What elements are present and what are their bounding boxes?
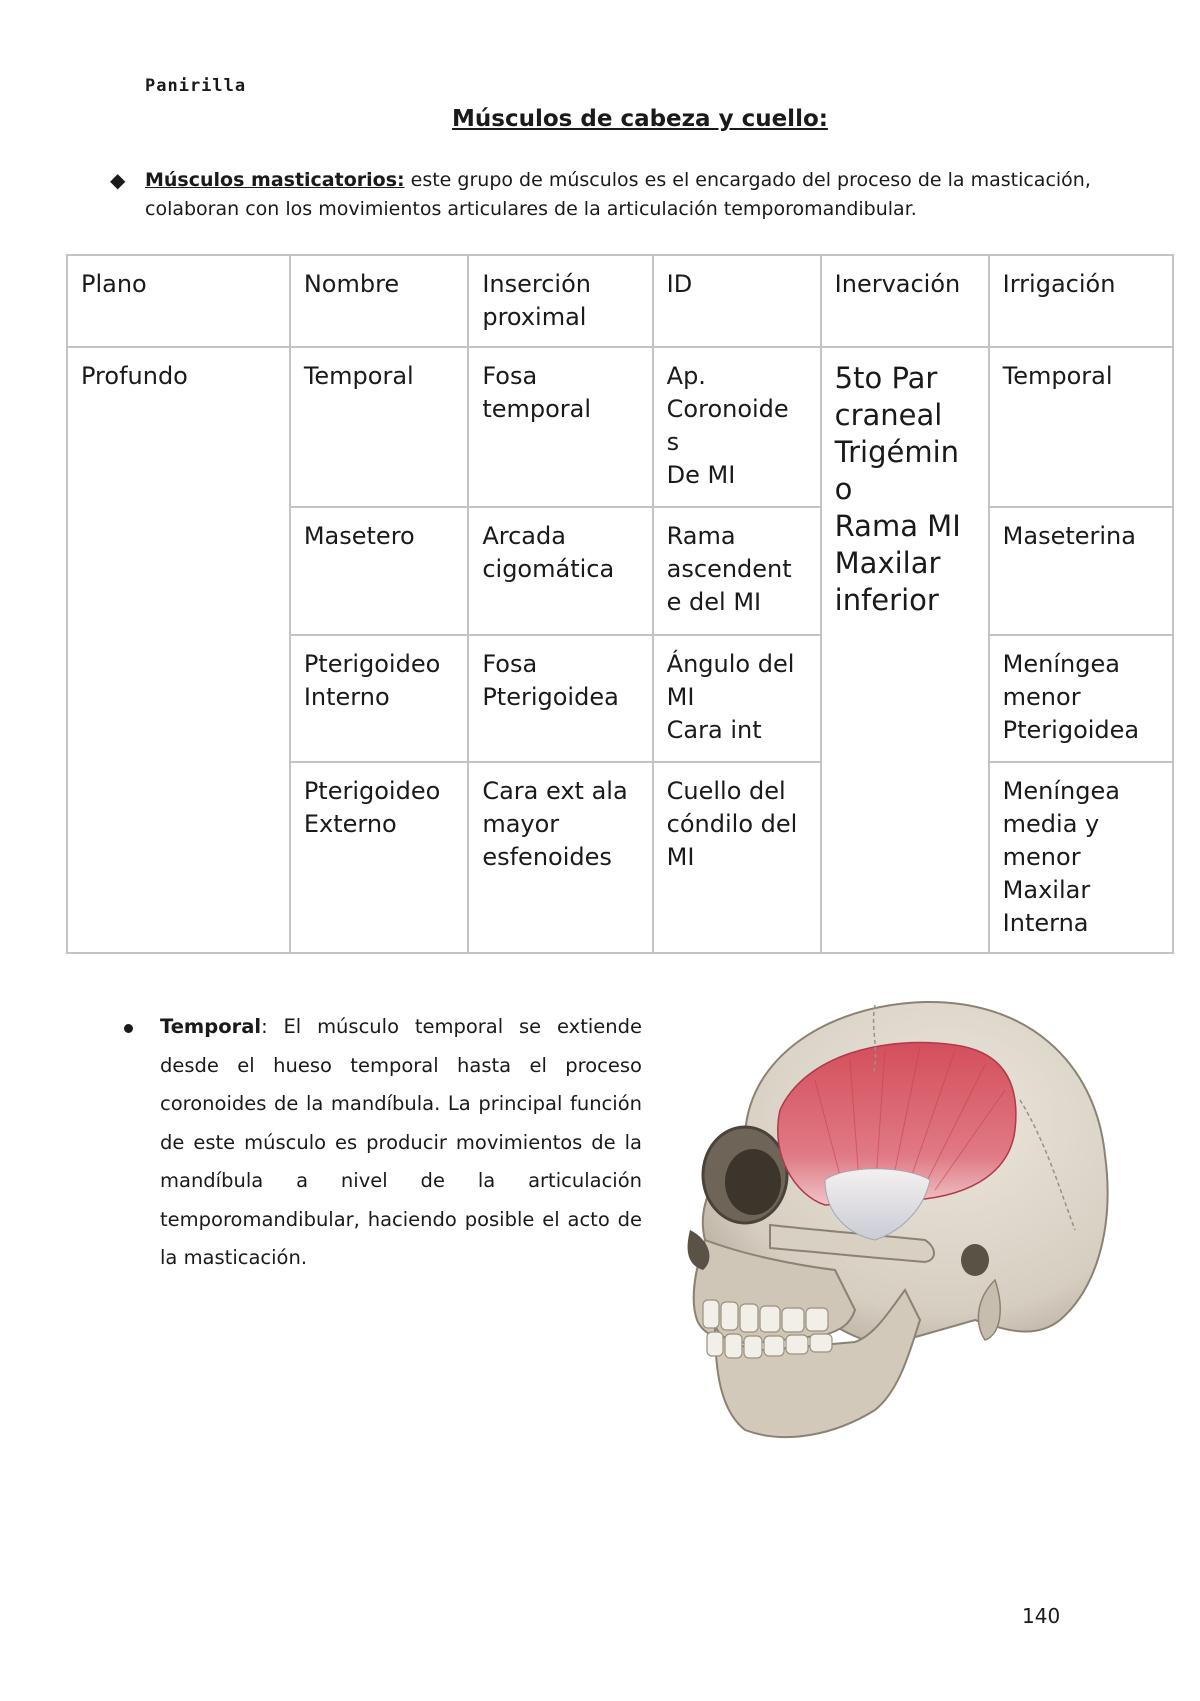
page-title: Músculos de cabeza y cuello: <box>452 106 828 132</box>
header-cell: Plano <box>67 255 290 347</box>
table-header-row <box>67 255 1173 347</box>
orbit-inner <box>725 1149 781 1215</box>
irrigacion-cell: Meníngea menor Pterigoidea <box>989 635 1173 762</box>
irrigacion-cell: Maseterina <box>989 507 1173 635</box>
author-name: Panirilla <box>145 76 247 96</box>
temporal-paragraph <box>160 1008 642 1278</box>
nombre-cell: Temporal <box>290 347 469 507</box>
header-cell: Nombre <box>290 255 469 347</box>
diamond-bullet-icon: ◆ <box>110 168 126 192</box>
irrigacion-cell: Meníngea media y menor Maxilar Interna <box>989 762 1173 953</box>
insercion-cell: Arcada cigomática <box>468 507 652 635</box>
header-cell: ID <box>653 255 821 347</box>
id-cell: Cuello del cóndilo del MI <box>653 762 821 953</box>
skull-lateral-icon <box>675 990 1125 1450</box>
insercion-cell: Fosa temporal <box>468 347 652 507</box>
skull-illustration <box>675 990 1125 1450</box>
temporal-bullet <box>124 1008 642 1278</box>
id-cell: Ángulo del MI Cara int <box>653 635 821 762</box>
intro-term: Músculos masticatorios: <box>145 169 405 191</box>
nombre-cell: Pterigoideo Interno <box>290 635 469 762</box>
table-row <box>67 347 1173 507</box>
header-cell: Inervación <box>821 255 989 347</box>
plano-cell: Profundo <box>67 347 290 953</box>
teeth <box>703 1300 832 1358</box>
nombre-cell: Pterigoideo Externo <box>290 762 469 953</box>
inervacion-cell: 5to Par craneal Trigémin o Rama MI Maxilar inferior <box>821 347 989 953</box>
id-cell: Rama ascendent e del MI <box>653 507 821 635</box>
nombre-cell: Masetero <box>290 507 469 635</box>
id-cell: Ap. Coronoide s De MI <box>653 347 821 507</box>
muscles-table <box>66 254 1174 954</box>
insercion-cell: Fosa Pterigoidea <box>468 635 652 762</box>
intro-paragraph <box>110 166 1150 224</box>
header-cell: Irrigación <box>989 255 1173 347</box>
page-number: 140 <box>1022 1604 1061 1628</box>
ear-canal <box>961 1244 989 1276</box>
irrigacion-cell: Temporal <box>989 347 1173 507</box>
header-cell: Inserción proximal <box>468 255 652 347</box>
insercion-cell: Cara ext ala mayor esfenoides <box>468 762 652 953</box>
bullet-dot-icon <box>124 1024 133 1033</box>
intro-text-block <box>145 166 1150 224</box>
intro-text: este grupo de músculos es el encargado del proceso de la masticación, colaboran con los movimientos articulares de la articulación temporomandibular. <box>145 169 1091 220</box>
temporal-text: : El músculo temporal se extiende desde el hueso temporal hasta el proceso coronoides de la mandíbula. La principal función de este músculo es producir movimientos de la mandíbula a nivel de la articulación temporomandibular, haciendo posible el acto de la masticación. <box>160 1015 642 1269</box>
temporal-term: Temporal <box>160 1015 262 1038</box>
